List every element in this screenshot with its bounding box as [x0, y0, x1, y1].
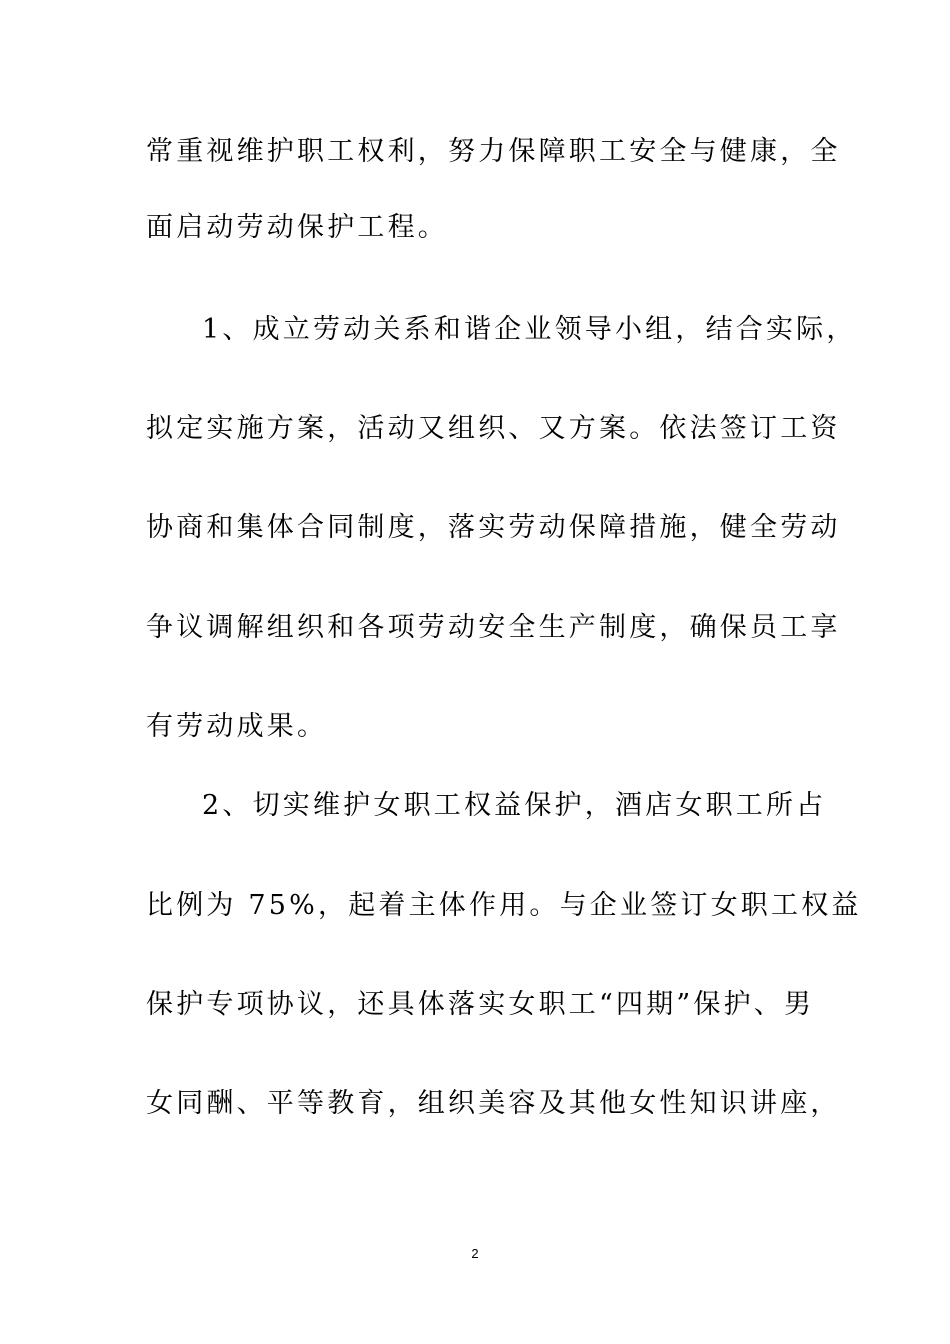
text-line: 拟定实施方案，活动又组织、又方案。依法签订工资: [146, 413, 841, 444]
text-line: 保护专项协议，还具体落实女职工“四期”保护、男: [146, 989, 815, 1020]
text-line: 女同酬、平等教育，组织美容及其他女性知识讲座，: [146, 1088, 841, 1119]
page-number: 2: [471, 1246, 479, 1261]
text-line: 有劳动成果。: [146, 711, 328, 742]
text-line: 常重视维护职工权利，努力保障职工安全与健康，全: [146, 136, 841, 167]
text-line: 协商和集体合同制度，落实劳动保障措施，健全劳动: [146, 512, 841, 543]
text-line: 面启动劳动保护工程。: [146, 212, 448, 243]
text-line: 争议调解组织和各项劳动安全生产制度，确保员工享: [146, 612, 841, 643]
paragraph-first-line: 1、成立劳动关系和谐企业领导小组，结合实际，: [202, 314, 857, 345]
text-line: 比例为 75%，起着主体作用。与企业签订女职工权益: [146, 890, 862, 921]
paragraph-first-line: 2、切实维护女职工权益保护，酒店女职工所占: [202, 790, 827, 821]
